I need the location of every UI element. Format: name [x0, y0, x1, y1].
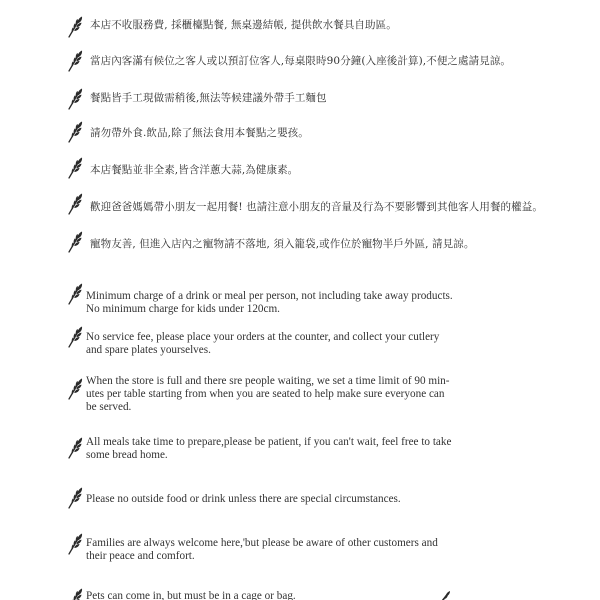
brand-wheat-logo-icon — [436, 590, 452, 600]
wheat-leaf-icon — [66, 88, 84, 110]
en-rule-4 — [86, 436, 451, 462]
en-rule-4-line-2: some bread home. — [86, 449, 168, 461]
en-rule-5 — [86, 493, 401, 506]
wheat-leaf-icon — [66, 157, 84, 179]
en-rule-1 — [86, 290, 453, 316]
en-rule-2 — [86, 331, 439, 357]
en-rule-6-line-2: their peace and comfort. — [86, 550, 195, 562]
wheat-leaf-icon — [66, 326, 84, 348]
zh-rule-1: 本店不收服務費, 採櫃檯點餐, 無桌邊結帳, 提供飲水餐具自助區。 — [90, 19, 397, 31]
en-rule-6 — [86, 537, 438, 563]
wheat-leaf-icon — [66, 378, 84, 400]
page-bottom-clip — [0, 588, 600, 600]
wheat-leaf-icon — [66, 437, 84, 459]
en-rule-4-line-1: All meals take time to prepare,please be patient, if you can't wait, feel free to take — [86, 436, 452, 448]
wheat-leaf-icon — [66, 231, 84, 253]
wheat-leaf-icon — [66, 533, 84, 555]
en-rule-1-line-2: No minimum charge for kids under 120cm. — [86, 303, 280, 315]
wheat-leaf-icon — [66, 50, 84, 72]
en-rule-3-line-2: utes per table starting from when you are seated to help make sure everyone can — [86, 388, 445, 400]
en-rule-2-line-2: and spare plates yourselves. — [86, 344, 211, 356]
wheat-leaf-icon — [66, 16, 84, 38]
zh-rule-2: 當店內客滿有候位之客人或以預訂位客人,每桌限時90分鐘(入座後計算),不便之處請見諒。 — [90, 55, 512, 67]
en-rule-3-line-1: When the store is full and there sre people waiting, we set a time limit of 90 min- — [86, 375, 450, 387]
wheat-leaf-icon — [66, 121, 84, 143]
zh-rule-7: 寵物友善, 但進入店內之寵物請不落地, 須入籠袋,或作位於寵物半戶外區, 請見諒。 — [90, 238, 475, 250]
en-rule-2-line-1: No service fee, please place your orders at the counter, and collect your cutlery — [86, 331, 440, 343]
wheat-leaf-icon — [66, 487, 84, 509]
en-rule-6-line-1: Families are always welcome here,'but please be aware of other customers and — [86, 537, 438, 549]
en-rule-1-line-1: Minimum charge of a drink or meal per person, not including take away products. — [86, 290, 453, 302]
wheat-leaf-icon — [66, 193, 84, 215]
en-rule-7-line-1: Pets can come in, but must be in a cage or bag. — [86, 590, 296, 600]
zh-rule-6: 歡迎爸爸媽媽帶小朋友一起用餐! 也請注意小朋友的音量及行為不要影響到其他客人用餐的權益。 — [90, 201, 543, 213]
en-rule-3 — [86, 375, 450, 414]
wheat-leaf-icon — [66, 588, 84, 600]
wheat-leaf-icon — [66, 283, 84, 305]
zh-rule-3: 餐點皆手工現做需稍後,無法等候建議外帶手工麵包 — [90, 92, 327, 104]
en-rule-3-line-3: be served. — [86, 401, 132, 413]
en-rule-7 — [86, 590, 296, 600]
en-rule-5-line-1: Please no outside food or drink unless there are special circumstances. — [86, 493, 401, 505]
zh-rule-5: 本店餐點並非全素,皆含洋蔥大蒜,為健康素。 — [90, 164, 299, 176]
zh-rule-4: 請勿帶外食.飲品,除了無法食用本餐點之嬰孩。 — [90, 127, 309, 139]
